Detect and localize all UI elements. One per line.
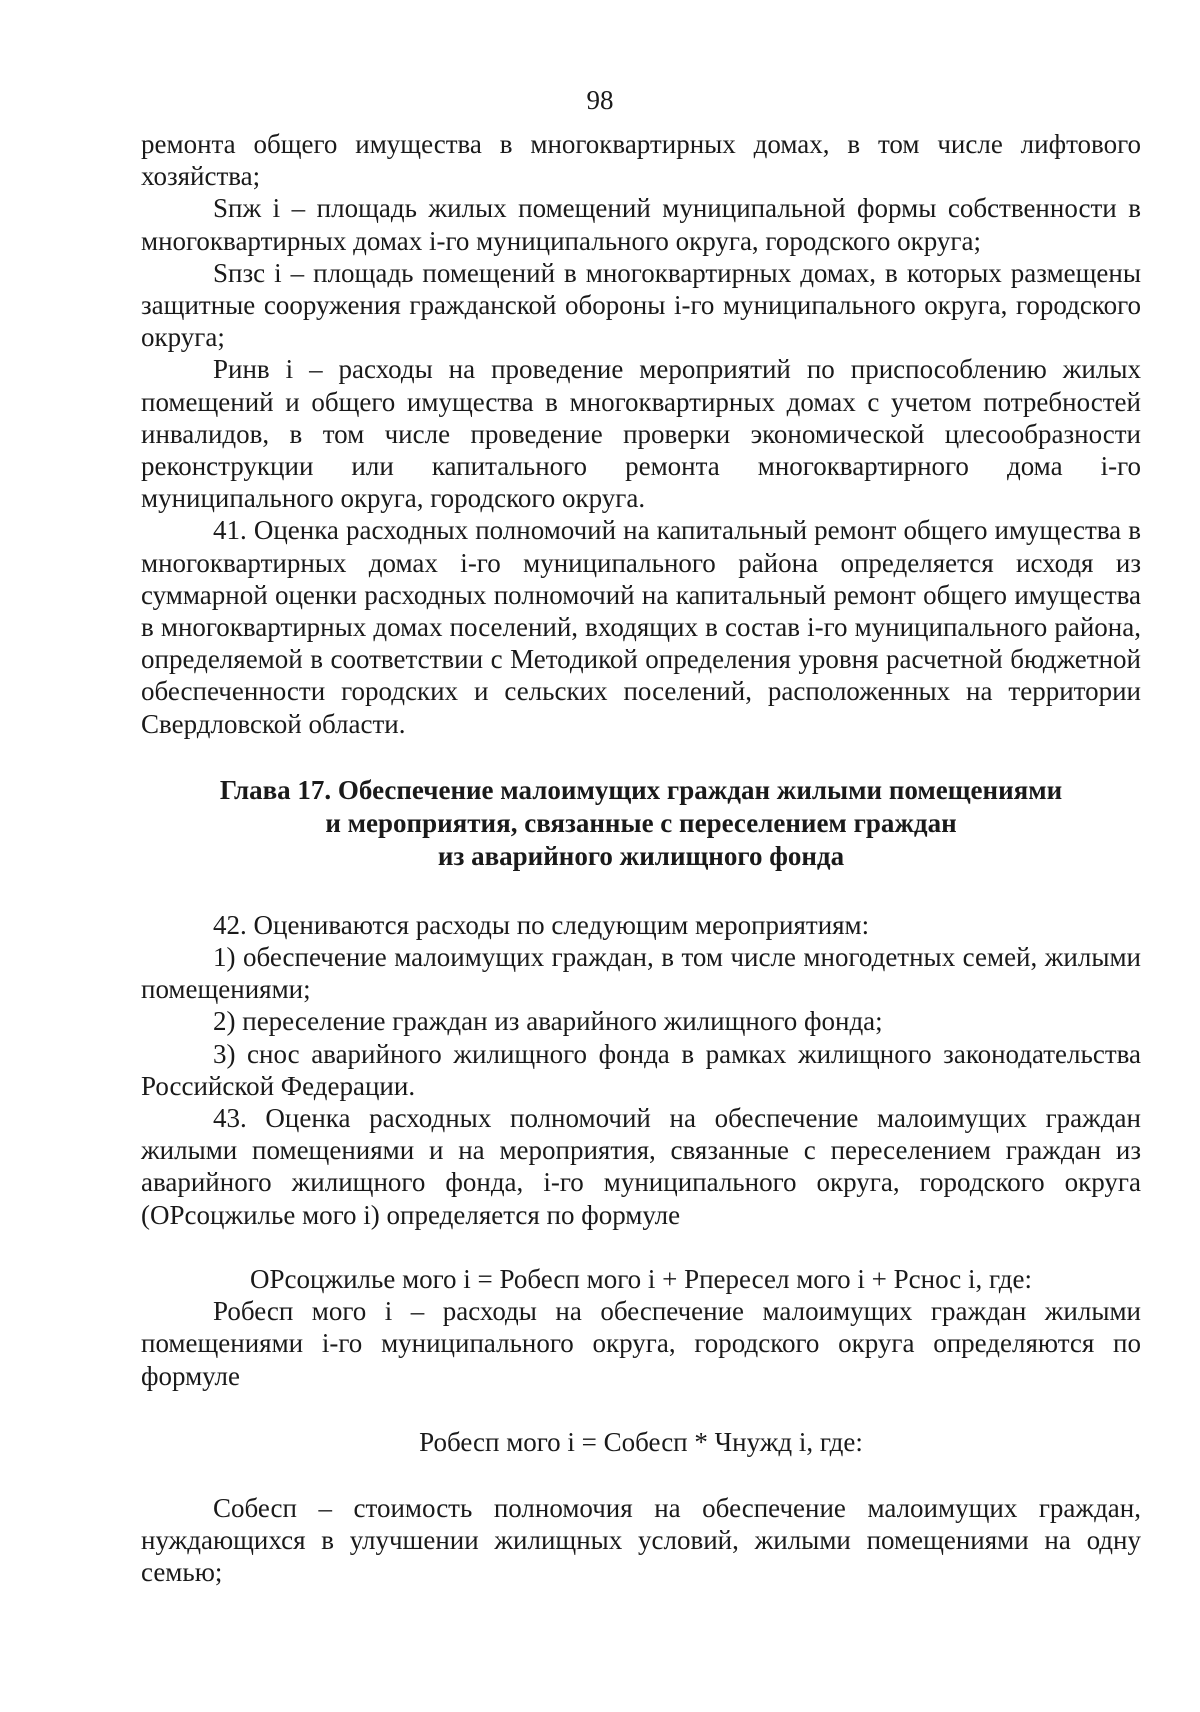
paragraph-subitem-3: 3) снос аварийного жилищного фонда в рамках жилищного законодательства Российской Федерации. [141,1038,1141,1101]
paragraph-rinv-definition: Ринв i – расходы на проведение мероприятий по приспособлению жилых помещений и общего имущества в многоквартирных домах с учетом потребностей инвалидов, в том числе проведение проверки экономической цлесообразности реконструкции или капитального ремонта многоквартирного дома i-го муниципального округа, городского округа. [141,354,1141,514]
paragraph-spzh-definition: Sпж i – площадь жилых помещений муниципальной формы собственности в многоквартирных домах i-го муниципального округа, городского округа; [141,193,1141,256]
paragraph-subitem-1: 1) обеспечение малоимущих граждан, в том числе многодетных семей, жилыми помещениями; [141,942,1141,1005]
document-body [141,128,1141,1589]
formula-robesp: Робесп мого i = Собесп * Чнужд i, где: [419,1426,863,1457]
paragraph-item-42: 42. Оцениваются расходы по следующим мероприятиям: [213,909,870,940]
paragraph-item-43: 43. Оценка расходных полномочий на обеспечение малоимущих граждан жилыми помещениями и на мероприятия, связанные с переселением граждан из аварийного жилищного фонда, i-го муниципального округа, городского округа (ОРсоцжилье мого i) определяется по формуле [141,1103,1141,1230]
chapter-heading [141,774,1141,873]
paragraph-spzs-definition: Sпзс i – площадь помещений в многоквартирных домах, в которых размещены защитные сооружения гражданской обороны i-го муниципального округа, городского округа; [141,257,1141,353]
paragraph-subitem-2: 2) переселение граждан из аварийного жилищного фонда; [213,1006,883,1037]
chapter-heading-line-3: из аварийного жилищного фонда [437,840,845,871]
formula-orsoczhilye: ОРсоцжилье мого i = Робесп мого i + Рпересел мого i + Рснос i, где: [250,1263,1032,1294]
paragraph-robesp-definition: Робесп мого i – расходы на обеспечение малоимущих граждан жилыми помещениями i-го муниципального округа, городского округа определяются по формуле [141,1296,1141,1391]
paragraph-item-41: 41. Оценка расходных полномочий на капитальный ремонт общего имущества в многоквартирных домах i-го муниципального района определяется исходя из суммарной оценки расходных полномочий на капитальный ремонт общего имущества в многоквартирных домах поселений, входящих в состав i-го муниципального района, определяемой в соответствии с Методикой определения уровня расчетной бюджетной обеспеченности городских и сельских поселений, расположенных на территории Свердловской области. [141,515,1141,739]
paragraph-continuation: ремонта общего имущества в многоквартирных домах, в том числе лифтового хозяйства; [141,129,1141,192]
page-number: 98 [586,85,614,115]
chapter-heading-line-1: Глава 17. Обеспечение малоимущих граждан жилыми помещениями [219,774,1063,805]
chapter-heading-line-2: и мероприятия, связанные с переселением граждан [325,807,957,838]
paragraph-sobesp-definition: Собесп – стоимость полномочия на обеспечение малоимущих граждан, нуждающихся в улучшении жилищных условий, жилыми помещениями на одну семью; [141,1492,1141,1588]
